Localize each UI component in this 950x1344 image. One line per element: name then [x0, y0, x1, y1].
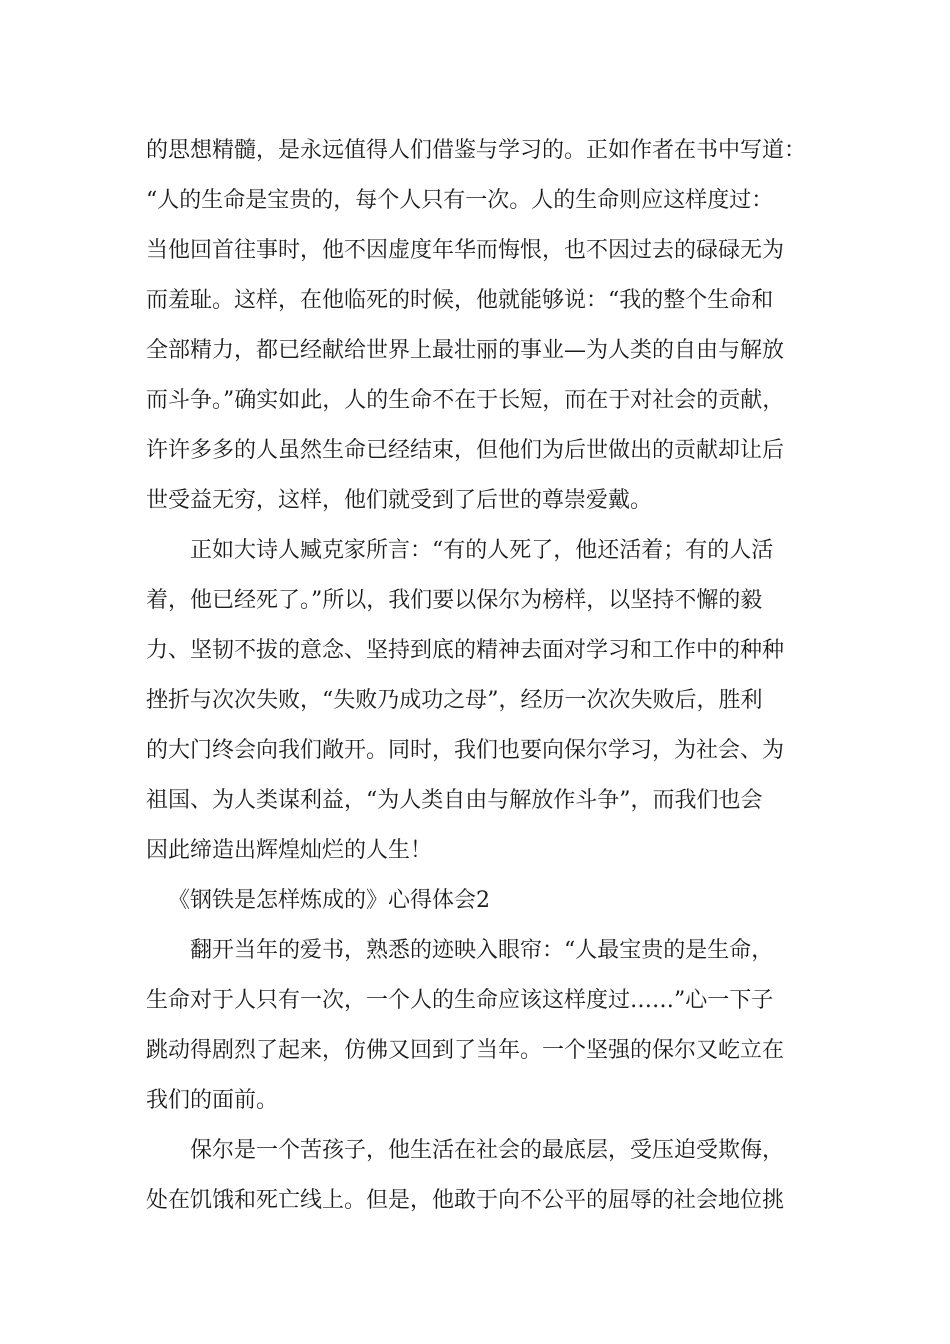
text-line-content: 许许多多的人虽然生命已经结束，但他们为后世做出的贡献却让后 [146, 438, 785, 463]
text-line-content: 而羞耻。这样，在他临死的时候，他就能够说：“我的整个生命和 [146, 288, 774, 313]
text-line [0, 176, 950, 226]
text-line [0, 476, 950, 526]
text-line [0, 776, 950, 826]
text-line-content: 挫折与次次失败，“失败乃成功之母”，经历一次次失败后，胜利 [146, 688, 763, 713]
text-line [0, 276, 950, 326]
text-line-content: 当他回首往事时，他不因虚度年华而悔恨，也不因过去的碌碌无为 [146, 238, 785, 263]
text-line-content: 的大门终会向我们敞开。同时，我们也要向保尔学习，为社会、为 [146, 738, 785, 763]
text-line-content: 世受益无穷，这样，他们就受到了后世的尊崇爱戴。 [146, 488, 653, 513]
text-line-content: 保尔是一个苦孩子，他生活在社会的最底层，受压迫受欺侮， [190, 1138, 785, 1163]
text-line [0, 526, 950, 576]
text-line [0, 626, 950, 676]
text-line [0, 576, 950, 626]
section-heading [0, 876, 950, 926]
text-line [0, 376, 950, 426]
text-line [0, 1076, 950, 1126]
text-line-content: 生命对于人只有一次，一个人的生命应该这样度过……”心一下子 [146, 988, 774, 1013]
text-line [0, 926, 950, 976]
text-line [0, 676, 950, 726]
text-line [0, 1026, 950, 1076]
text-line-content: 力、坚韧不拔的意念、坚持到底的精神去面对学习和工作中的种种 [146, 638, 785, 663]
text-line [0, 976, 950, 1026]
text-line [0, 726, 950, 776]
text-line [0, 126, 950, 176]
text-line-content: 全部精力，都已经献给世界上最壮丽的事业—为人类的自由与解放 [146, 338, 785, 363]
text-line [0, 326, 950, 376]
text-line-content: “人的生命是宝贵的，每个人只有一次。人的生命则应这样度过： [146, 188, 774, 213]
text-line-content: 跳动得剧烈了起来，仿佛又回到了当年。一个坚强的保尔又屹立在 [146, 1038, 785, 1063]
text-line [0, 1126, 950, 1176]
text-line-content: 我们的面前。 [146, 1088, 279, 1113]
section-heading-text: 《钢铁是怎样炼成的》心得体会2 [168, 888, 490, 913]
text-line-content: 正如大诗人臧克家所言：“有的人死了，他还活着；有的人活 [190, 538, 774, 563]
text-line [0, 226, 950, 276]
text-line-content: 处在饥饿和死亡线上。但是，他敢于向不公平的屈辱的社会地位挑 [146, 1188, 785, 1213]
text-line-content: 而斗争。”确实如此，人的生命不在于长短，而在于对社会的贡献， [146, 388, 785, 413]
text-line-content: 因此缔造出辉煌灿烂的人生！ [146, 838, 433, 863]
text-line-content: 祖国、为人类谋利益，“为人类自由与解放作斗争”，而我们也会 [146, 788, 763, 813]
text-line-content: 的思想精髓，是永远值得人们借鉴与学习的。正如作者在书中写道： [146, 138, 807, 163]
text-line [0, 426, 950, 476]
text-line-content: 着，他已经死了。”所以，我们要以保尔为榜样，以坚持不懈的毅 [146, 588, 763, 613]
text-line-content: 翻开当年的爱书，熟悉的迹映入眼帘：“人最宝贵的是生命， [190, 938, 774, 963]
text-line [0, 1176, 950, 1226]
text-line [0, 826, 950, 876]
